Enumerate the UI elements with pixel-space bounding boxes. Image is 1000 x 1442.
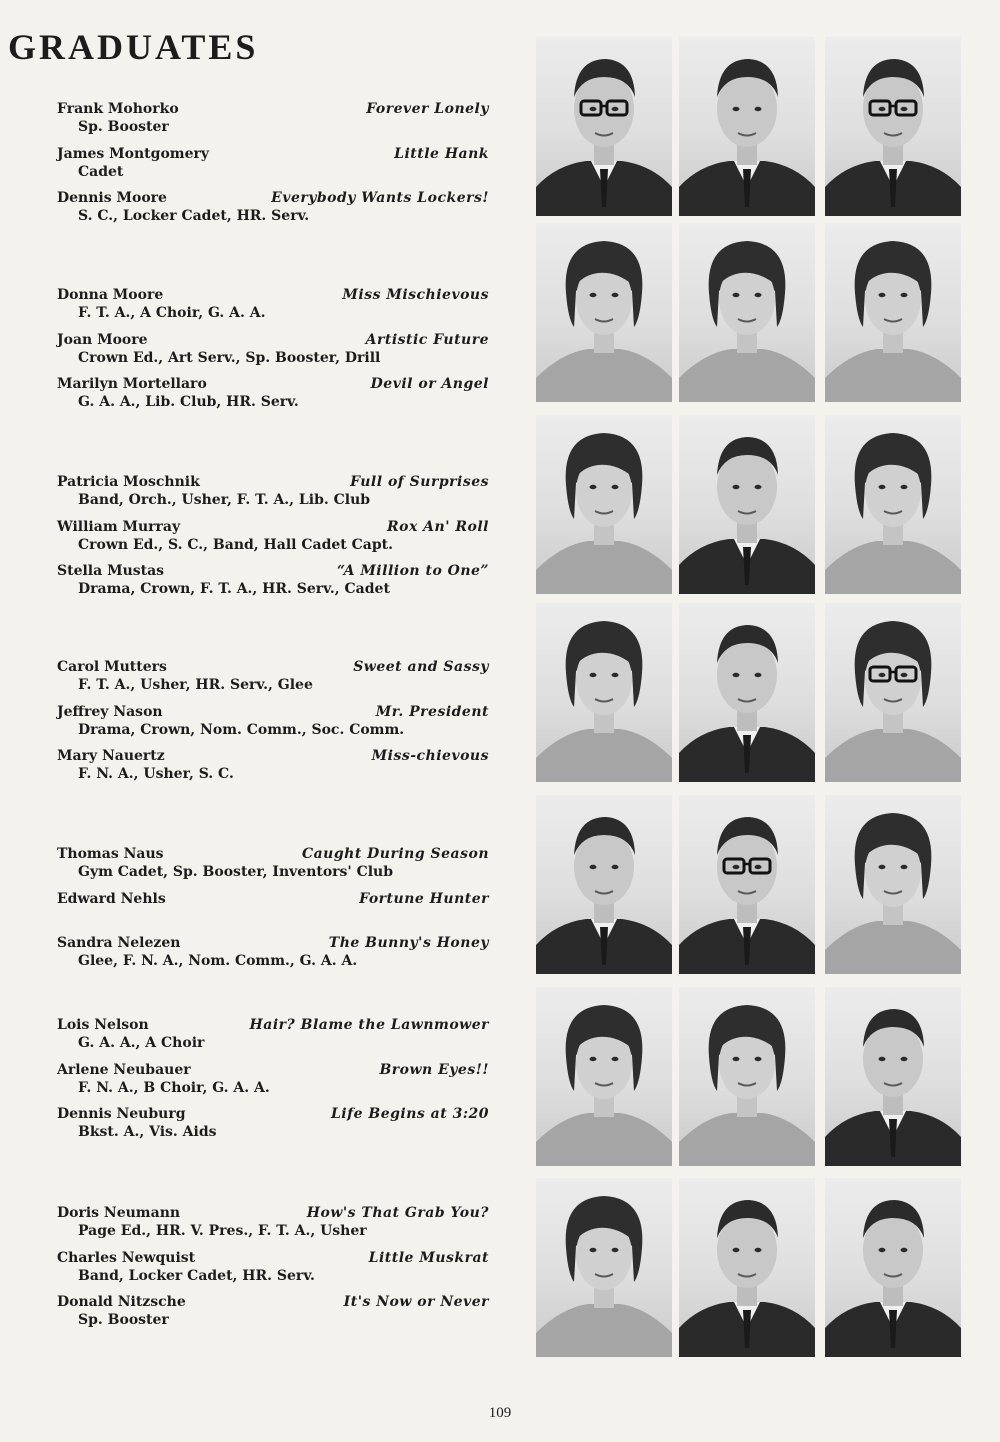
graduate-name: Sandra Nelezen <box>57 935 181 951</box>
graduate-name: Edward Nehls <box>57 890 166 907</box>
graduate-entry <box>57 1061 489 1106</box>
graduate-entry <box>57 1293 489 1338</box>
graduate-photo <box>825 795 961 974</box>
graduate-activities: S. C., Locker Cadet, HR. Serv. <box>78 208 310 224</box>
graduate-entry <box>57 934 489 979</box>
graduate-entry <box>57 286 489 331</box>
graduate-entry <box>57 1105 489 1150</box>
graduate-name: Donald Nitzsche <box>57 1294 186 1310</box>
graduate-entry <box>57 375 489 420</box>
graduate-entry <box>57 890 489 935</box>
graduate-entry <box>57 518 489 563</box>
graduate-group <box>57 286 489 420</box>
graduate-name: Lois Nelson <box>57 1017 149 1033</box>
graduate-motto: Miss Mischievous <box>342 287 489 303</box>
graduate-motto: Life Begins at 3:20 <box>330 1106 489 1122</box>
graduate-name: Dennis Moore <box>57 190 167 206</box>
graduate-photo <box>536 603 672 782</box>
graduate-photo <box>536 223 672 402</box>
graduate-photo <box>679 795 815 974</box>
graduate-name: Charles Newquist <box>57 1249 196 1266</box>
graduate-motto: The Bunny's Honey <box>328 935 489 951</box>
graduate-motto: “A Million to One” <box>336 563 489 579</box>
graduate-photo <box>825 223 961 402</box>
graduate-name: Joan Moore <box>57 331 148 348</box>
graduate-name: Jeffrey Nason <box>57 703 163 720</box>
graduate-activities: Gym Cadet, Sp. Booster, Inventors' Club <box>78 864 394 880</box>
graduate-activities: Band, Locker Cadet, HR. Serv. <box>78 1267 315 1284</box>
graduate-activities <box>57 908 489 926</box>
graduate-photo <box>679 603 815 782</box>
graduate-motto: How's That Grab You? <box>306 1205 489 1221</box>
graduate-entry <box>57 747 489 792</box>
graduate-photo <box>825 1178 961 1357</box>
graduate-photo <box>536 415 672 594</box>
graduate-group <box>57 473 489 607</box>
graduate-motto: Little Hank <box>394 145 489 162</box>
graduate-name: Mary Nauertz <box>57 748 165 764</box>
graduate-motto: Brown Eyes!! <box>379 1061 489 1078</box>
graduate-activities: Band, Orch., Usher, F. T. A., Lib. Club <box>78 492 371 508</box>
graduate-motto: Rox An' Roll <box>386 518 489 535</box>
graduate-activities: G. A. A., Lib. Club, HR. Serv. <box>78 394 299 410</box>
graduate-name: Frank Mohorko <box>57 101 179 117</box>
graduate-motto: Mr. President <box>375 703 489 720</box>
graduate-photo <box>536 795 672 974</box>
graduate-motto: It's Now or Never <box>343 1294 489 1310</box>
graduate-motto: Forever Lonely <box>366 101 489 117</box>
graduate-entry <box>57 1016 489 1061</box>
graduate-activities: Drama, Crown, F. T. A., HR. Serv., Cadet <box>78 581 390 597</box>
graduate-activities: Glee, F. N. A., Nom. Comm., G. A. A. <box>78 953 358 969</box>
graduate-activities: F. T. A., A Choir, G. A. A. <box>78 305 266 321</box>
graduate-motto: Fortune Hunter <box>359 890 489 907</box>
graduate-photo <box>679 415 815 594</box>
graduate-photo <box>825 415 961 594</box>
graduate-motto: Little Muskrat <box>368 1249 489 1266</box>
graduate-group <box>57 100 489 234</box>
graduate-entry <box>57 145 489 190</box>
graduate-photo <box>825 37 961 216</box>
graduate-group <box>57 1204 489 1338</box>
graduate-entry <box>57 845 489 890</box>
graduate-photo <box>825 987 961 1166</box>
graduate-group <box>57 658 489 792</box>
graduate-motto: Sweet and Sassy <box>353 659 489 675</box>
graduate-name: William Murray <box>57 518 181 535</box>
graduate-photo <box>679 37 815 216</box>
graduate-activities: F. N. A., Usher, S. C. <box>78 766 234 782</box>
graduate-name: Dennis Neuburg <box>57 1106 186 1122</box>
graduate-motto: Miss-chievous <box>371 748 489 764</box>
page-number: 109 <box>488 1405 512 1421</box>
graduate-motto: Artistic Future <box>365 331 489 348</box>
photo-grid <box>536 37 962 1363</box>
graduate-entry <box>57 1204 489 1249</box>
graduate-photo <box>825 603 961 782</box>
graduate-photo <box>679 223 815 402</box>
graduate-entry <box>57 562 489 607</box>
graduate-motto: Full of Surprises <box>350 474 489 490</box>
graduate-group <box>57 845 489 979</box>
graduate-activities: Drama, Crown, Nom. Comm., Soc. Comm. <box>78 721 405 738</box>
graduate-entry <box>57 100 489 145</box>
graduate-activities: Page Ed., HR. V. Pres., F. T. A., Usher <box>78 1223 367 1239</box>
graduate-motto: Everybody Wants Lockers! <box>271 190 489 206</box>
graduate-entry <box>57 703 489 748</box>
graduate-name: James Montgomery <box>57 145 210 162</box>
graduate-entry <box>57 658 489 703</box>
graduate-name: Donna Moore <box>57 287 164 303</box>
graduate-photo <box>679 1178 815 1357</box>
graduate-entry <box>57 1249 489 1294</box>
graduate-motto: Caught During Season <box>301 846 489 862</box>
graduate-activities: Crown Ed., S. C., Band, Hall Cadet Capt. <box>78 536 393 553</box>
graduate-name: Marilyn Mortellaro <box>57 376 207 392</box>
graduate-name: Arlene Neubauer <box>57 1061 191 1078</box>
graduate-activities: Cadet <box>78 163 124 180</box>
graduate-name: Doris Neumann <box>57 1205 181 1221</box>
graduate-name: Carol Mutters <box>57 659 167 675</box>
graduate-entry <box>57 189 489 234</box>
graduate-activities: Sp. Booster <box>78 1312 169 1328</box>
graduate-entry <box>57 473 489 518</box>
graduate-entry <box>57 331 489 376</box>
graduate-group <box>57 1016 489 1150</box>
graduate-photo <box>536 1178 672 1357</box>
graduate-motto: Hair? Blame the Lawnmower <box>249 1017 489 1033</box>
graduate-activities: F. T. A., Usher, HR. Serv., Glee <box>78 677 313 693</box>
graduate-activities: G. A. A., A Choir <box>78 1035 205 1051</box>
page-title: GRADUATES <box>8 27 259 67</box>
graduate-motto: Devil or Angel <box>370 376 489 392</box>
graduate-photo <box>679 987 815 1166</box>
graduate-name: Stella Mustas <box>57 563 165 579</box>
graduate-activities: Sp. Booster <box>78 119 169 135</box>
graduate-name: Patricia Moschnik <box>57 474 200 490</box>
graduate-photo <box>536 987 672 1166</box>
graduate-name: Thomas Naus <box>57 846 164 862</box>
graduate-activities: Crown Ed., Art Serv., Sp. Booster, Drill <box>78 349 381 366</box>
graduate-photo <box>536 37 672 216</box>
graduate-activities: Bkst. A., Vis. Aids <box>78 1124 217 1140</box>
graduate-activities: F. N. A., B Choir, G. A. A. <box>78 1079 270 1096</box>
